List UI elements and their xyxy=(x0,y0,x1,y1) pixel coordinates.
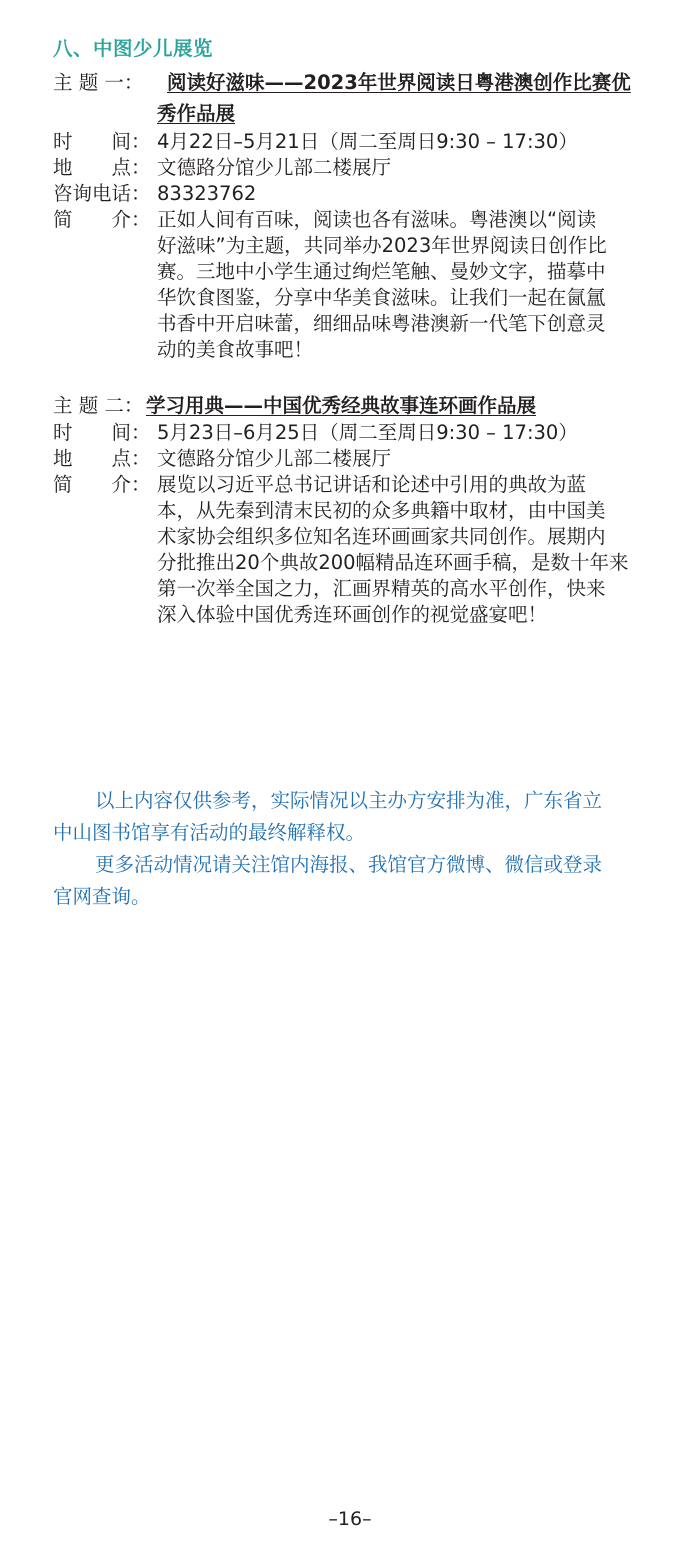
topic-2-intro-line: 分批推出20个典故200幅精品连环画手稿，是数十年来 xyxy=(157,551,629,574)
topic-1-intro-line: 正如人间有百味，阅读也各有滋味。粤港澳以“阅读 xyxy=(157,208,597,231)
notice-line: 更多活动情况请关注馆内海报、我馆官方微博、微信或登录 xyxy=(95,853,603,876)
topic-1-title-line-2: 秀作品展 xyxy=(157,102,236,125)
notice-line: 以上内容仅供参考，实际情况以主办方安排为准，广东省立 xyxy=(95,789,603,812)
topic-1-intro-line: 动的美食故事吧！ xyxy=(157,338,314,361)
topic-1-intro-line: 好滋味”为主题，共同举办2023年世界阅读日创作比 xyxy=(157,234,607,257)
topic-2-intro-line: 深入体验中国优秀连环画创作的视觉盛宴吧！ xyxy=(157,603,548,626)
topic-2-time-label: 时 间： xyxy=(53,421,151,444)
topic-2-intro-line: 展览以习近平总书记讲话和论述中引用的典故为蓝 xyxy=(157,473,587,496)
topic-1-place-label: 地 点： xyxy=(53,156,151,179)
topic-2-time: 5月23日–6月25日（周二至周日9:30 – 17:30） xyxy=(157,421,578,444)
notice-line: 官网查询。 xyxy=(53,885,151,908)
topic-2-intro-label: 简 介： xyxy=(53,473,151,496)
topic-1-intro-line: 华饮食图鉴，分享中华美食滋味。让我们一起在氤氲 xyxy=(157,286,606,309)
topic-1-intro-line: 赛。三地中小学生通过绚烂笔触、曼妙文字，描摹中 xyxy=(157,260,606,283)
topic-1-intro-line: 书香中开启味蕾，细细品味粤港澳新一代笔下创意灵 xyxy=(157,312,606,335)
topic-1-time: 4月22日–5月21日（周二至周日9:30 – 17:30） xyxy=(157,130,578,153)
topic-1-phone: 83323762 xyxy=(157,182,257,205)
topic-2-intro-line: 本，从先秦到清末民初的众多典籍中取材，由中国美 xyxy=(157,499,606,522)
notice-line: 中山图书馆享有活动的最终解释权。 xyxy=(53,821,366,844)
topic-1-intro-label: 简 介： xyxy=(53,208,151,231)
topic-2-title: 学习用典——中国优秀经典故事连环画作品展 xyxy=(146,394,537,417)
topic-1-time-label: 时 间： xyxy=(53,130,151,153)
topic-2-label: 主 题 二： xyxy=(53,394,144,417)
topic-1-title-line-1: 阅读好滋味——2023年世界阅读日粤港澳创作比赛优 xyxy=(167,71,631,94)
topic-2-intro-line: 术家协会组织多位知名连环画画家共同创作。展期内 xyxy=(157,525,606,548)
topic-2-place: 文德路分馆少儿部二楼展厅 xyxy=(157,447,392,470)
section-title: 八、中图少儿展览 xyxy=(53,37,214,60)
topic-1-label: 主 题 一： xyxy=(53,71,144,94)
topic-1-place: 文德路分馆少儿部二楼展厅 xyxy=(157,156,392,179)
page-number: –16– xyxy=(328,1508,372,1530)
topic-1-phone-label: 咨询电话： xyxy=(53,182,151,205)
topic-2-intro-line: 第一次举全国之力，汇画界精英的高水平创作，快来 xyxy=(157,577,606,600)
topic-2-place-label: 地 点： xyxy=(53,447,151,470)
